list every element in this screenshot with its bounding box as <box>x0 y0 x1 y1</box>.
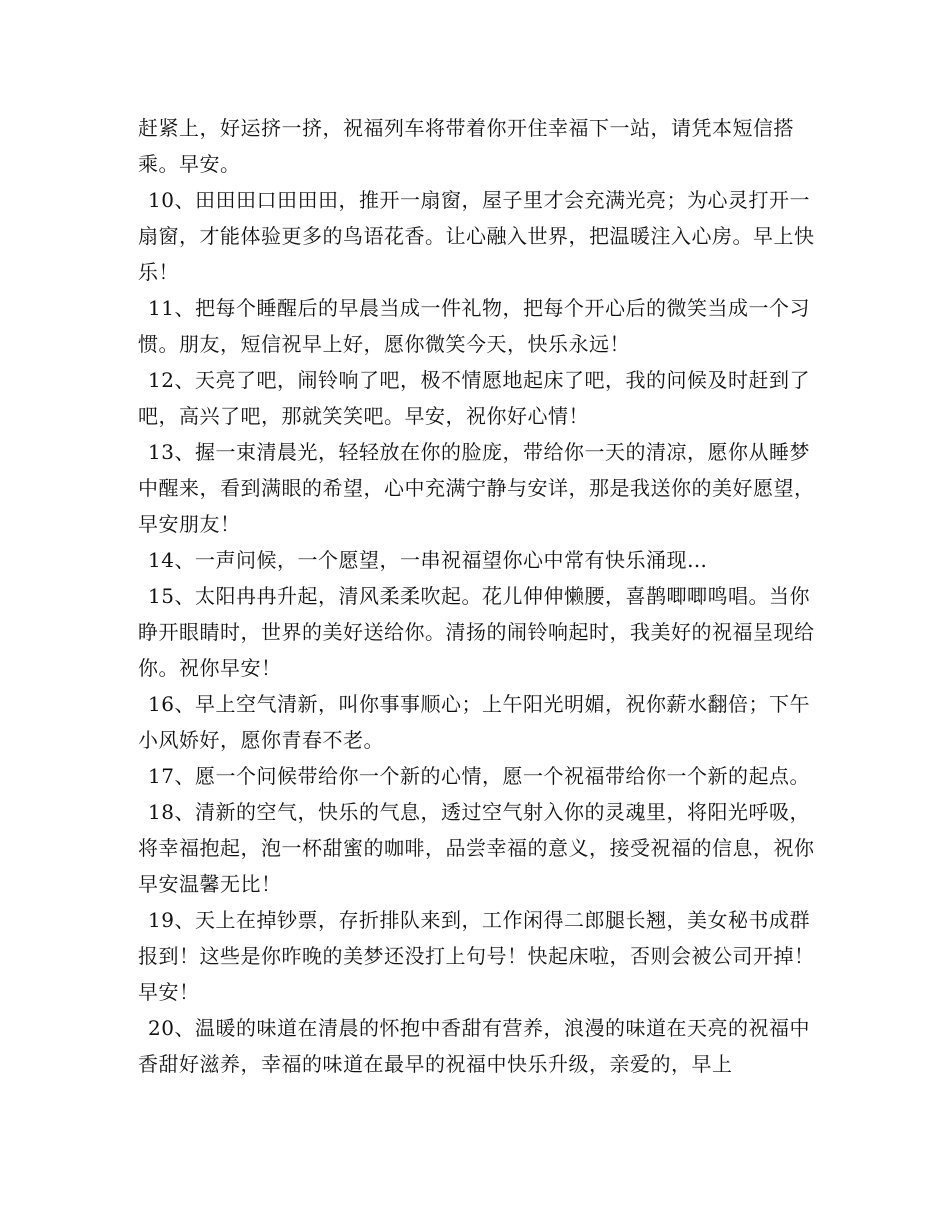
paragraph-13: 13、握一束清晨光，轻轻放在你的脸庞，带给你一天的清凉，愿你从睡梦中醒来，看到满眼的希望，心中充满宁静与安详，那是我送你的美好愿望，早安朋友！ <box>138 440 815 536</box>
paragraph-18: 18、清新的空气，快乐的气息，透过空气射入你的灵魂里，将阳光呼吸，将幸福抱起，泡一杯甜蜜的咖啡，品尝幸福的意义，接受祝福的信息，祝你早安温馨无比！ <box>138 800 815 896</box>
paragraph-continuation: 赶紧上，好运挤一挤，祝福列车将带着你开住幸福下一站，请凭本短信搭乘。早安。 <box>138 116 794 176</box>
paragraph-17: 17、愿一个问候带给你一个新的心情，愿一个祝福带给你一个新的起点。 <box>148 764 810 788</box>
paragraph-14: 14、一声问候，一个愿望，一串祝福望你心中常有快乐涌现… <box>148 548 708 572</box>
paragraph-20: 20、温暖的味道在清晨的怀抱中香甜有营养，浪漫的味道在天亮的祝福中香甜好滋养，幸福的味道在最早的祝福中快乐升级，亲爱的，早上 <box>138 1016 810 1076</box>
paragraph-16: 16、早上空气清新，叫你事事顺心；上午阳光明媚，祝你薪水翻倍；下午小风娇好，愿你青春不老。 <box>138 692 810 752</box>
paragraph-10: 10、田田田口田田田，推开一扇窗，屋子里才会充满光亮；为心灵打开一扇窗，才能体验更多的鸟语花香。让心融入世界，把温暖注入心房。早上快乐！ <box>138 188 815 284</box>
paragraph-19: 19、天上在掉钞票，存折排队来到，工作闲得二郎腿长翘，美女秘书成群报到！这些是你昨晚的美梦还没打上句号！快起床啦，否则会被公司开掉！早安！ <box>138 908 815 1004</box>
paragraph-12: 12、天亮了吧，闹铃响了吧，极不情愿地起床了吧，我的问候及时赶到了吧，高兴了吧，那就笑笑吧。早安，祝你好心情！ <box>138 368 810 428</box>
paragraph-11: 11、把每个睡醒后的早晨当成一件礼物，把每个开心后的微笑当成一个习惯。朋友，短信祝早上好，愿你微笑今天，快乐永远！ <box>138 296 810 356</box>
paragraph-15: 15、太阳冉冉升起，清风柔柔吹起。花儿伸伸懒腰，喜鹊唧唧鸣唱。当你睁开眼睛时，世界的美好送给你。清扬的闹铃响起时，我美好的祝福呈现给你。祝你早安！ <box>138 584 815 680</box>
document-body <box>138 110 828 1082</box>
